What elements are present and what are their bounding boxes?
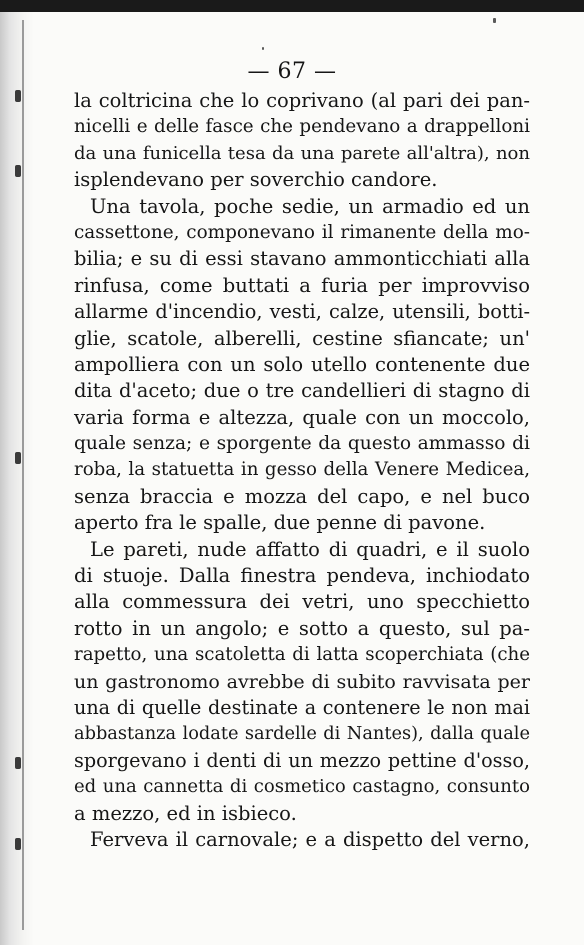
text-line: isplendevano per soverchio candore.	[74, 168, 438, 192]
text-line: dita d'aceto; due o tre candellieri di stagno di	[74, 379, 530, 403]
margin-mark	[15, 452, 21, 464]
text-line: la coltricina che lo coprivano (al pari dei pan-	[74, 89, 530, 112]
ink-speck	[493, 18, 496, 23]
margin-mark	[15, 165, 21, 177]
body-text	[74, 88, 530, 853]
text-line: quale senza; e sporgente da questo ammasso di	[74, 433, 530, 455]
page-number: — 67 —	[247, 59, 337, 84]
text-line: a mezzo, ed in isbieco.	[74, 801, 297, 825]
text-line: rotto in un angolo; e sotto a questo, sul pa-	[74, 616, 530, 640]
margin-mark	[15, 90, 21, 102]
text-line: Una tavola, poche sedie, un armadio ed un	[90, 194, 530, 218]
text-line: senza braccia e mozza del capo, e nel buco	[74, 484, 530, 508]
text-line: Ferveva il carnovale; e a dispetto del verno,	[90, 827, 530, 851]
text-line: abbastanza lodate sardelle di Nantes), dalla quale	[74, 724, 530, 745]
text-line: una di quelle destinate a contenere le non mai	[74, 695, 530, 719]
text-line: ampolliera con un solo utello contenente due	[74, 352, 530, 376]
binding-crease	[22, 20, 24, 930]
text-line: aperto fra le spalle, due penne di pavone.	[74, 511, 486, 535]
text-line: allarme d'incendio, vesti, calze, utensili, botti-	[74, 300, 530, 324]
scan-top-edge	[0, 0, 584, 12]
text-line: Le pareti, nude affatto di quadri, e il suolo	[90, 537, 530, 561]
text-line: un gastronomo avrebbe di subito ravvisata per	[74, 670, 530, 693]
margin-mark	[15, 838, 21, 850]
text-line: bilia; e su di essi stavano ammonticchiati alla	[74, 247, 530, 271]
margin-mark	[15, 757, 21, 769]
text-line: di stuoje. Dalla finestra pendeva, inchiodato	[74, 564, 530, 588]
text-line: rinfusa, come buttati a furia per improvviso	[74, 273, 530, 297]
text-line: glie, scatole, alberelli, cestine sfiancate; un'	[74, 326, 530, 350]
text-line: sporgevano i denti di un mezzo pettine d'osso,	[74, 748, 530, 772]
text-line: rapetto, una scatoletta di latta scoperchiata (che	[74, 644, 530, 666]
text-line: varia forma e altezza, quale con un moccolo,	[74, 405, 530, 429]
text-line: da una funicella tesa da una parete all'altra), non	[74, 142, 530, 164]
text-line: alla commessura dei vetri, uno specchietto	[74, 590, 530, 614]
text-line: ed una cannetta di cosmetico castagno, consunto	[74, 776, 530, 798]
text-line: roba, la statuetta in gesso della Venere Medicea,	[74, 459, 530, 481]
page-binding-edge	[0, 12, 34, 945]
text-line: nicelli e delle fasce che pendevano a drappelloni	[74, 116, 530, 138]
ink-speck	[262, 47, 264, 50]
text-line: cassettone, componevano il rimanente della mo-	[74, 221, 530, 243]
